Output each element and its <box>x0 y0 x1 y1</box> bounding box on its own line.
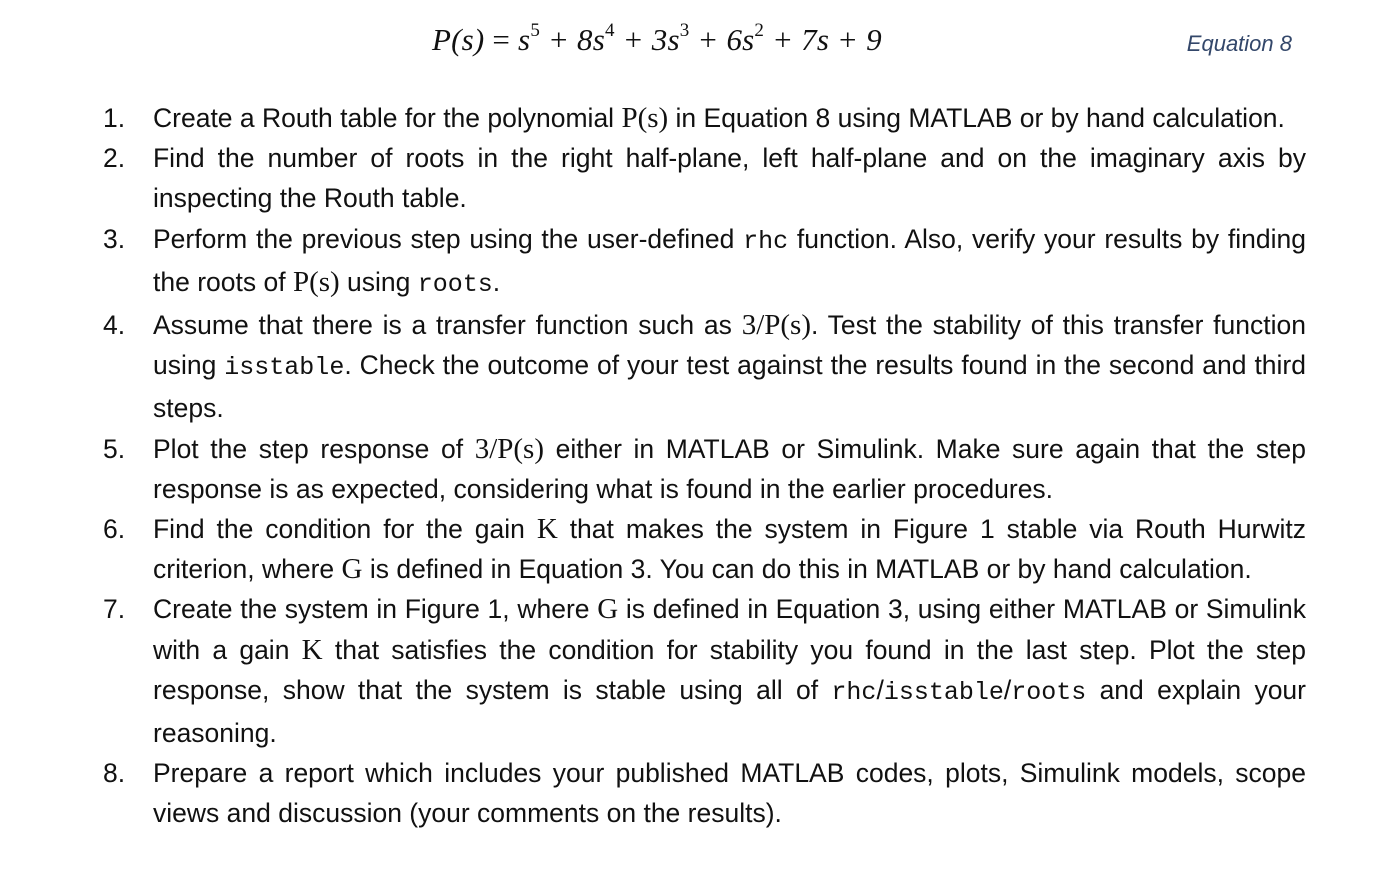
math-expression: K <box>536 513 558 546</box>
eq-term: s <box>518 22 531 57</box>
eq-term: + 6s <box>697 22 755 57</box>
code-snippet: rhc <box>743 226 789 256</box>
code-snippet: isstable <box>224 353 345 383</box>
item-number: 8. <box>103 758 126 789</box>
item-text: Create the system in Figure 1, where <box>153 594 598 625</box>
item-text: Prepare a report which includes your published MATLAB codes, plots, Simulink models, scope views and discussion (your comments on the results). <box>153 758 1306 829</box>
item-text: . Test the stability of this transfer function using <box>153 310 1306 381</box>
item-text: Perform the previous step using the user-defined <box>153 223 744 254</box>
item-text: / <box>876 674 884 705</box>
math-expression: 3/P(s) <box>474 432 545 465</box>
math-expression: K <box>301 633 323 666</box>
eq-exponent: 2 <box>754 20 765 41</box>
polynomial-equation: $P(s) = s^5 + 8s^4 + 3s^3 + 6s^2 + 7s + 9$ <box>432 20 882 57</box>
math-expression: P(s) <box>621 102 669 134</box>
code-snippet: rhc <box>831 677 877 707</box>
item-text: using <box>339 266 418 297</box>
math-expression: 3/P(s) <box>741 309 811 342</box>
list-item <box>0 98 1306 138</box>
equation-lhs: P(s) <box>432 22 485 57</box>
equation-label: Equation 8 <box>1186 31 1292 56</box>
item-text: that satisfies the condition for stability you found in the last step. Plot the step response, show that the system is stable using all of <box>153 634 1307 705</box>
item-text: Plot the step response of <box>153 433 475 464</box>
item-text: . Check the outcome of your test against the results found in the second and third steps. <box>153 350 1306 424</box>
eq-exponent: 5 <box>530 20 541 41</box>
eq-term: + 7s + 9 <box>772 22 882 57</box>
math-expression: G <box>597 593 619 626</box>
item-number: 6. <box>103 514 126 545</box>
item-number: 3. <box>103 223 126 254</box>
code-snippet: roots <box>417 269 493 299</box>
eq-term: + 8s <box>547 22 606 57</box>
item-number: 7. <box>103 594 126 625</box>
list-item <box>0 753 1306 833</box>
item-text: that makes the system in Figure 1 stable via Routh Hurwitz criterion, where <box>153 514 1306 585</box>
code-snippet: isstable <box>883 677 1004 707</box>
list-item <box>0 429 1306 509</box>
item-text: is defined in Equation 3. You can do this in MATLAB or by hand calculation. <box>362 554 1252 585</box>
eq-exponent: 4 <box>605 20 615 41</box>
list-item <box>0 138 1306 218</box>
item-text: . <box>492 266 501 297</box>
item-text: function. Also, verify your results by finding the roots of <box>153 223 1306 297</box>
item-text: Find the number of roots in the right half-plane, left half-plane and on the imaginary axis by inspecting the Routh table. <box>153 143 1306 214</box>
item-text: Find the condition for the gain <box>153 514 537 545</box>
list-item <box>0 305 1306 429</box>
item-text: either in MATLAB or Simulink. Make sure again that the step response is as expected, considering what is found in the earlier procedures. <box>153 433 1306 504</box>
list-item <box>0 509 1306 589</box>
item-number: 2. <box>103 143 126 174</box>
math-expression: G <box>341 553 363 586</box>
item-text: and explain your reasoning. <box>153 674 1306 749</box>
instructions-list <box>0 98 1306 834</box>
eq-exponent: 3 <box>679 20 690 41</box>
list-item <box>0 219 1306 305</box>
item-number: 1. <box>103 103 126 133</box>
item-text: / <box>1003 674 1012 705</box>
item-text: in Equation 8 using MATLAB or by hand calculation. <box>668 103 1285 133</box>
list-item <box>0 589 1306 753</box>
eq-term: + 3s <box>622 22 680 57</box>
math-expression: P(s) <box>292 265 340 298</box>
equation-row <box>0 22 1376 68</box>
item-text: Assume that there is a transfer function such as <box>153 310 742 341</box>
item-text: Create a Routh table for the polynomial <box>153 103 622 133</box>
item-number: 4. <box>103 310 126 341</box>
item-text: is defined in Equation 3, using either MATLAB or Simulink with a gain <box>153 594 1306 665</box>
code-snippet: roots <box>1011 677 1087 707</box>
item-number: 5. <box>103 433 126 464</box>
